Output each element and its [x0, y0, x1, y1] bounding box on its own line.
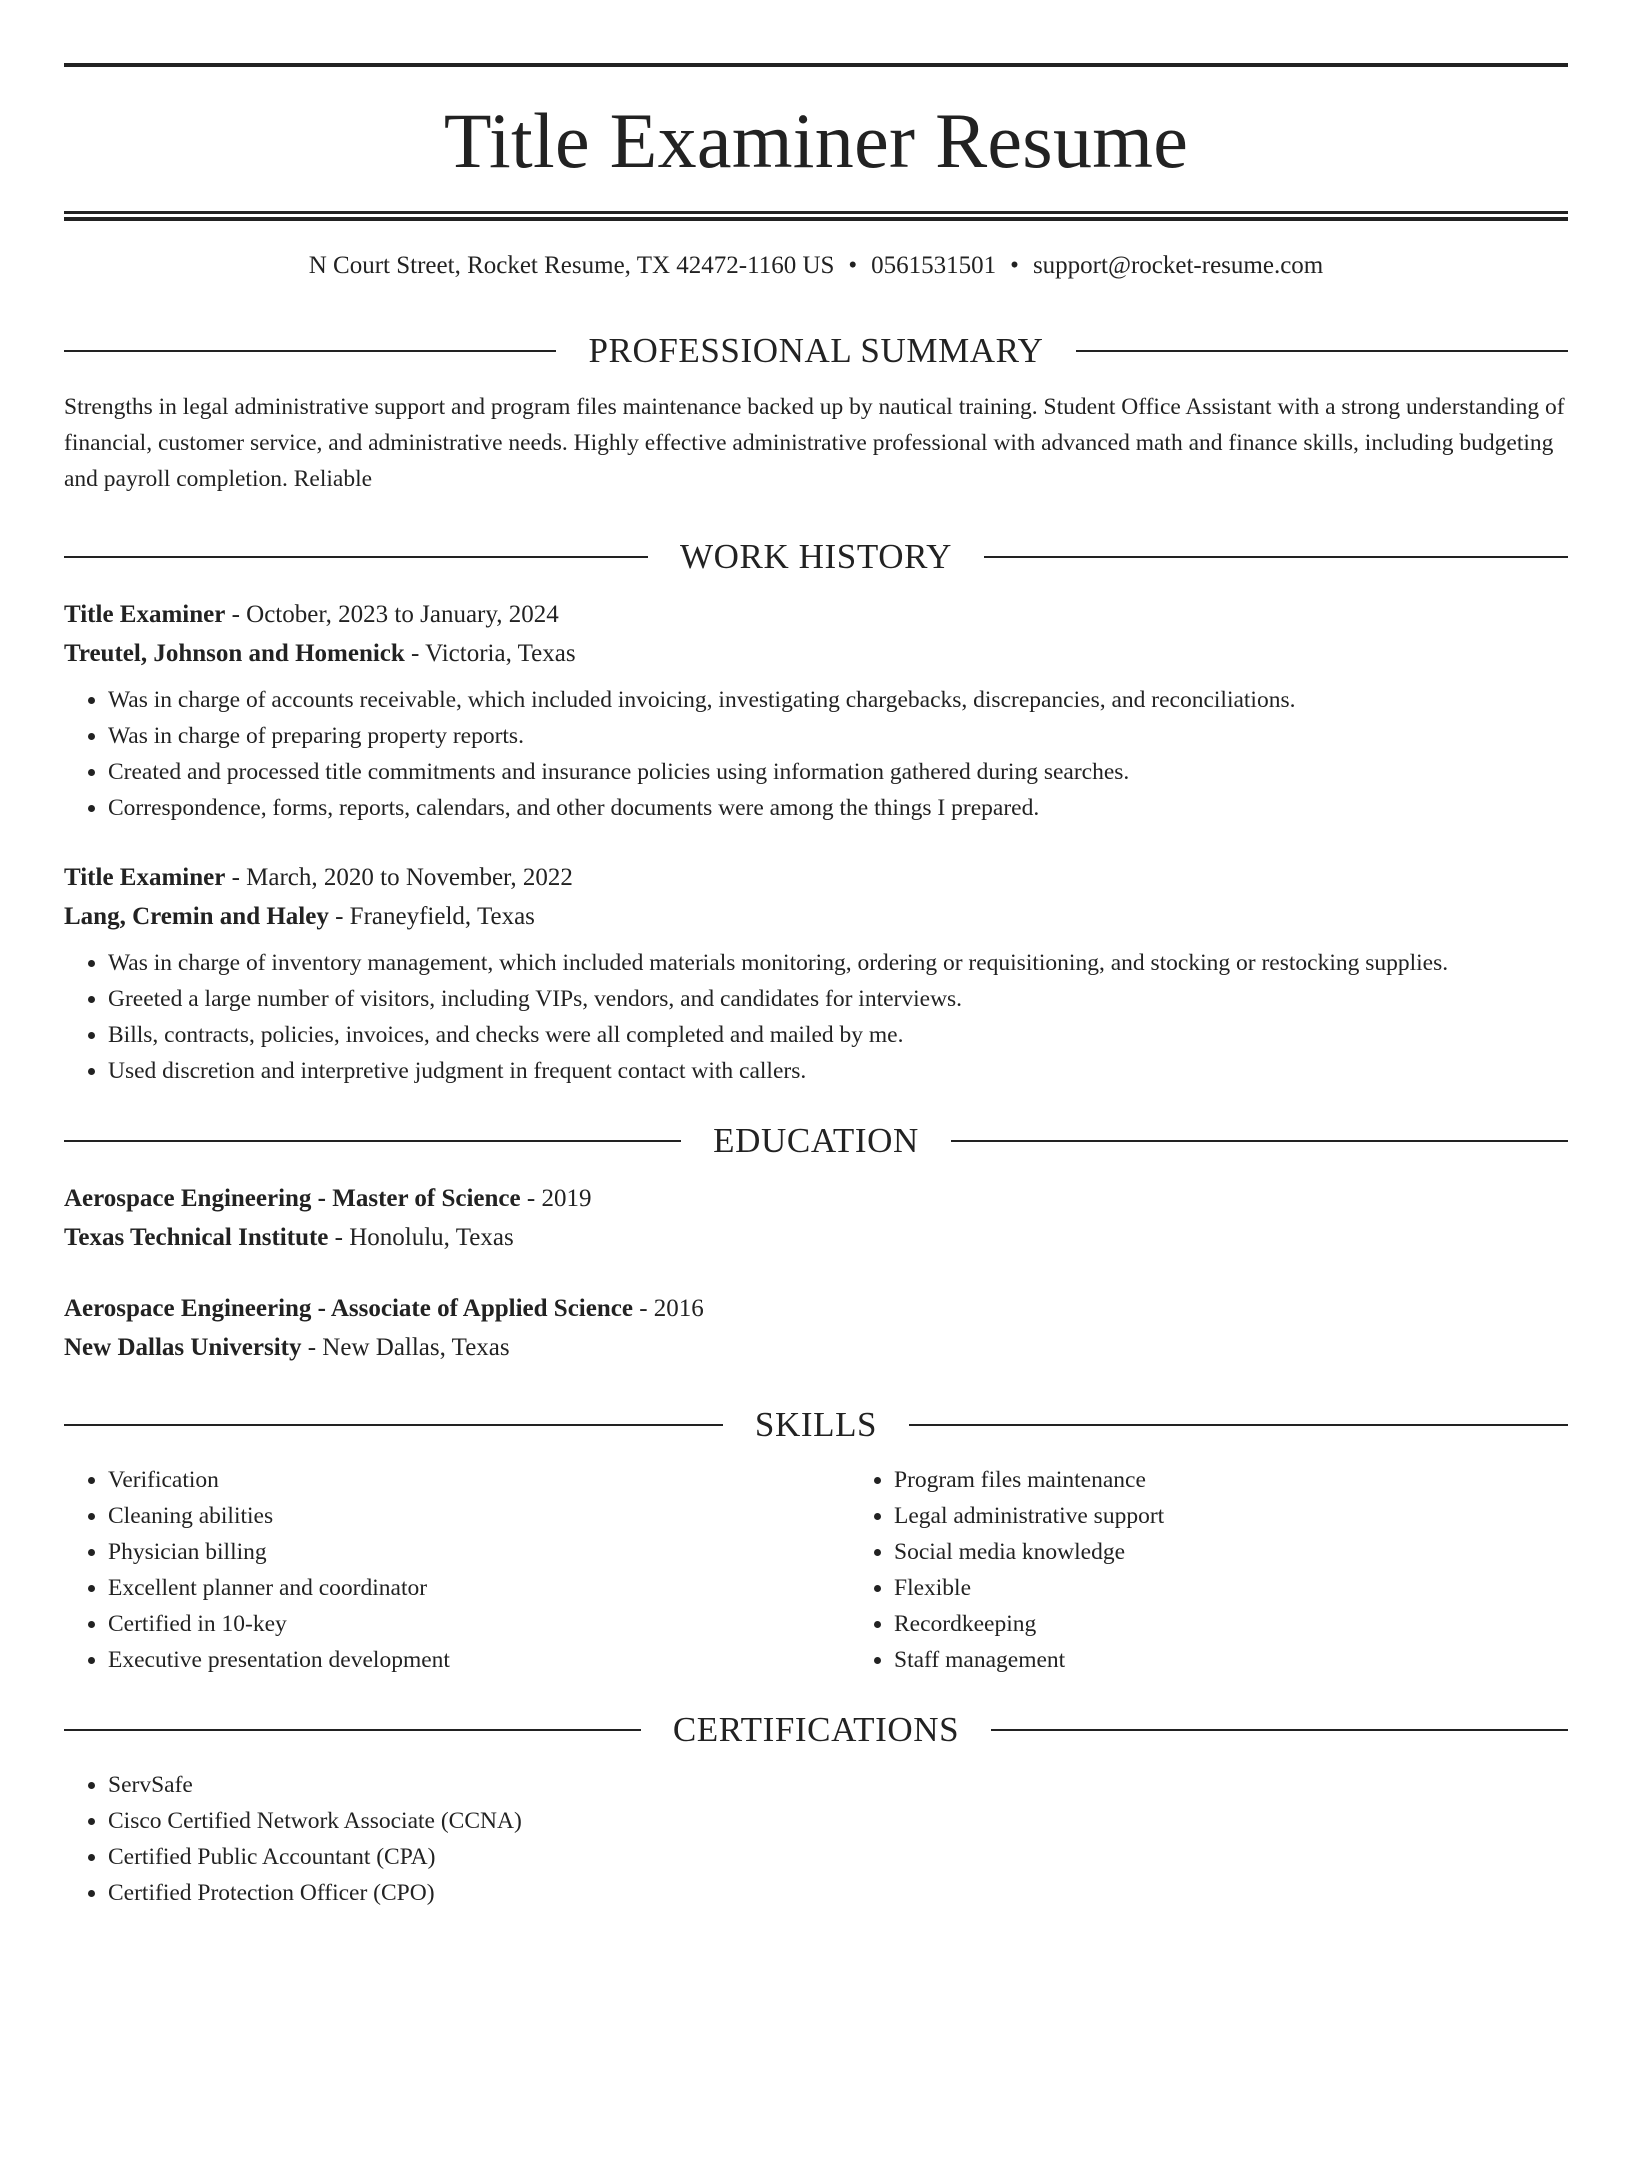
contact-email[interactable]: support@rocket-resume.com	[1032, 252, 1324, 279]
education-school-line	[64, 1328, 1568, 1367]
education-heading	[64, 1123, 1568, 1158]
skill-item: • Legal administrative support	[894, 1498, 1632, 1534]
education-entry	[64, 1289, 1568, 1367]
education-entry	[64, 1179, 1568, 1257]
job-bullets	[64, 945, 1568, 1089]
certification-item: • Cisco Certified Network Associate (CCNA)	[108, 1803, 1568, 1839]
job-company: Lang, Cremin and Haley	[64, 903, 329, 930]
job-location: - Victoria, Texas	[404, 640, 576, 667]
job-bullet: • Greeted a large number of visitors, including VIPs, vendors, and candidates for interviews.	[108, 981, 1568, 1017]
education-school: New Dallas University	[64, 1334, 302, 1361]
work-history-heading-text: WORK HISTORY	[680, 537, 952, 576]
job-company-line	[64, 634, 1568, 673]
skills-columns	[64, 1462, 1568, 1678]
certification-item: • ServSafe	[108, 1767, 1568, 1803]
top-rule	[64, 63, 1568, 67]
resume-title: Title Examiner Resume	[443, 97, 1189, 184]
contact-address: N Court Street, Rocket Resume, TX 42472-1160 US	[308, 252, 835, 279]
summary-text: Strengths in legal administrative support and program files maintenance backed up by nautical training. Student Office Assistant with a strong understanding of financial, customer service, and administrative needs. Highly effective administrative professional with advanced math and finance skills, including budgeting and payroll completion. Reliable	[64, 394, 1565, 492]
education-year: - 2019	[520, 1185, 592, 1212]
job-bullet: • Was in charge of inventory management, which included materials monitoring, ordering or requisitioning, and stocking or restocking supplies.	[108, 945, 1568, 981]
summary-heading	[64, 333, 1568, 368]
job-entry	[64, 595, 1568, 826]
job-company: Treutel, Johnson and Homenick	[64, 640, 405, 667]
job-title-line	[64, 595, 1568, 634]
education-year: - 2016	[632, 1295, 704, 1322]
work-history-heading	[64, 539, 1568, 574]
job-bullet: • Created and processed title commitments and insurance policies using information gathered during searches.	[108, 754, 1568, 790]
certifications-heading	[64, 1712, 1568, 1747]
skill-item: • Certified in 10-key	[108, 1606, 850, 1642]
education-degree: Aerospace Engineering - Associate of Applied Science	[64, 1295, 633, 1322]
job-bullet: • Was in charge of accounts receivable, which included invoicing, investigating chargebacks, discrepancies, and reconciliations.	[108, 682, 1568, 718]
skill-item: • Cleaning abilities	[108, 1498, 850, 1534]
job-dates: - October, 2023 to January, 2024	[225, 601, 559, 628]
skill-item: • Verification	[108, 1462, 850, 1498]
skills-list-right	[850, 1462, 1632, 1678]
education-degree-line	[64, 1179, 1568, 1218]
skill-item: • Staff management	[894, 1642, 1632, 1678]
job-dates: - March, 2020 to November, 2022	[225, 864, 573, 891]
skill-item: • Social media knowledge	[894, 1534, 1632, 1570]
job-company-line	[64, 897, 1568, 936]
education-degree-line	[64, 1289, 1568, 1328]
job-bullet: • Correspondence, forms, reports, calendars, and other documents were among the things I prepared.	[108, 790, 1568, 826]
job-bullet: • Was in charge of preparing property reports.	[108, 718, 1568, 754]
double-rule	[64, 211, 1568, 221]
resume-page	[0, 63, 1632, 2175]
education-school: Texas Technical Institute	[64, 1224, 329, 1251]
skills-list-left	[64, 1462, 850, 1678]
contact-separator: •	[1010, 252, 1019, 279]
education-school-line	[64, 1218, 1568, 1257]
job-bullets	[64, 682, 1568, 826]
skill-item: • Program files maintenance	[894, 1462, 1632, 1498]
skill-item: • Executive presentation development	[108, 1642, 850, 1678]
contact-separator: •	[848, 252, 858, 279]
education-location: - New Dallas, Texas	[301, 1334, 510, 1361]
education-location: - Honolulu, Texas	[328, 1224, 514, 1251]
skill-item: • Flexible	[894, 1570, 1632, 1606]
job-location: - Franeyfield, Texas	[328, 903, 535, 930]
summary-heading-text: PROFESSIONAL SUMMARY	[588, 331, 1044, 370]
certifications-heading-text: CERTIFICATIONS	[672, 1710, 960, 1749]
certification-item: • Certified Protection Officer (CPO)	[108, 1875, 1568, 1911]
education-degree: Aerospace Engineering - Master of Science	[64, 1185, 521, 1212]
job-entry	[64, 858, 1568, 1089]
contact-phone: 0561531501	[871, 252, 997, 279]
certification-item: • Certified Public Accountant (CPA)	[108, 1839, 1568, 1875]
job-title: Title Examiner	[64, 601, 226, 628]
job-title-line	[64, 858, 1568, 897]
job-bullet: • Bills, contracts, policies, invoices, and checks were all completed and mailed by me.	[108, 1017, 1568, 1053]
skill-item: • Excellent planner and coordinator	[108, 1570, 850, 1606]
job-bullet: • Used discretion and interpretive judgment in frequent contact with callers.	[108, 1053, 1568, 1089]
job-title: Title Examiner	[64, 864, 226, 891]
skills-heading-text: SKILLS	[754, 1405, 878, 1444]
skill-item: • Physician billing	[108, 1534, 850, 1570]
certifications-list	[64, 1767, 1568, 1911]
education-heading-text: EDUCATION	[713, 1121, 919, 1160]
contact-line	[64, 253, 1568, 278]
skill-item: • Recordkeeping	[894, 1606, 1632, 1642]
skills-heading	[64, 1407, 1568, 1442]
